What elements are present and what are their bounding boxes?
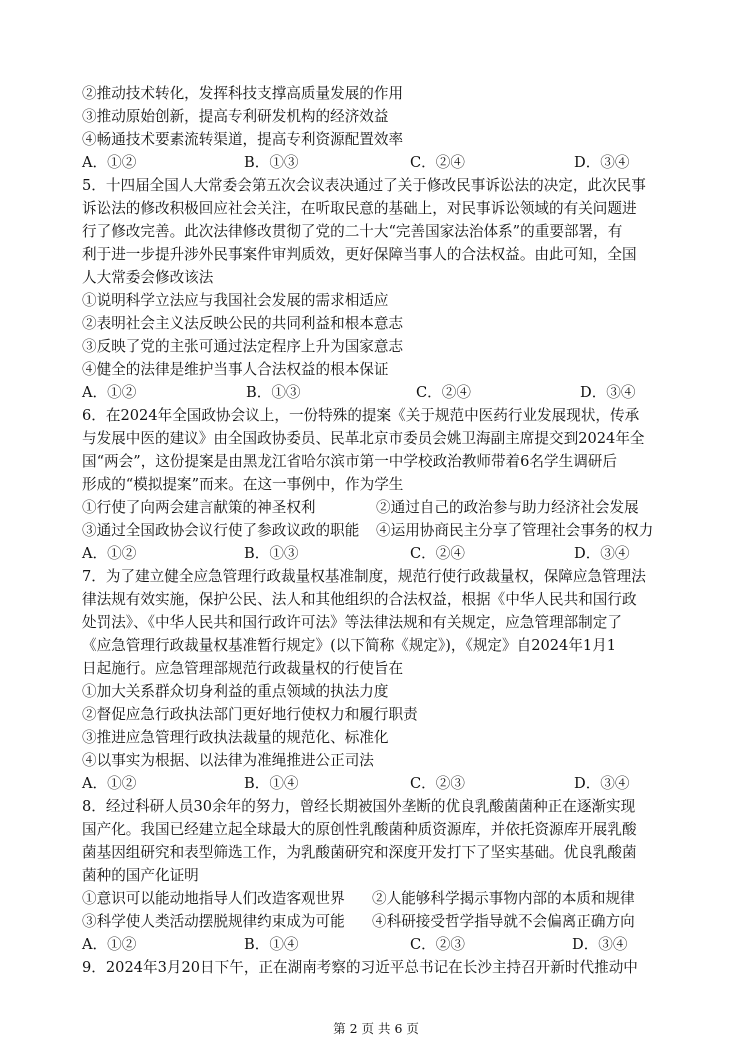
q7-options [82,773,682,795]
q5-stem-line: 利于进一步提升涉外民事案件审判质效，更好保障当事人的合法权益。由此可知，全国 [82,246,637,263]
q8-option-d: D．③④ [572,936,628,953]
q6-option-c: C．②④ [410,545,465,562]
q4-option-d: D．③④ [574,154,630,171]
q6-stem-line: 国“两会”，这份提案是由黑龙江省哈尔滨市第一中学校政治教师带着6名学生调研后 [82,453,617,470]
q7-stem-line: 7．为了建立健全应急管理行政裁量权基准制度，规范行使行政裁量权，保障应急管理法 [82,568,646,585]
q8-option-b: B．①④ [244,936,299,953]
q8-statements-row [82,888,682,910]
q4-option-b: B．①③ [244,154,299,171]
q6-option-a: A．①② [82,545,137,562]
q8-option-a: A．①② [82,936,137,953]
q5-options [82,382,682,404]
q7-statement-2: ②督促应急行政执法部门更好地行使权力和履行职责 [82,706,418,723]
q6-statements-row [82,520,682,542]
q5-statement-3: ③反映了党的主张可通过法定程序上升为国家意志 [82,338,404,355]
q6-statement-3: ③通过全国政协会议行使了参政议政的职能 [82,522,360,539]
q5-option-b: B．①③ [246,384,301,401]
q7-stem-line: 日起施行。应急管理部规范行政裁量权的行使旨在 [82,660,404,677]
q6-statement-1: ①行使了向两会建言献策的神圣权利 [82,499,316,516]
q7-option-a: A．①② [82,775,137,792]
q4-option-c: C．②④ [410,154,465,171]
q4-statement-2: ②推动技术转化，发挥科技支撑高质量发展的作用 [82,85,404,102]
q8-stem-line: 国产化。我国已经建立起全球最大的原创性乳酸菌种质资源库，并依托资源库开展乳酸 [82,821,637,838]
q6-options [82,543,682,565]
q7-stem-line: 《应急管理行政裁量权基准暂行规定》(以下简称《规定》)，《规定》自2024年1月1 [82,637,617,654]
q6-option-b: B．①③ [244,545,299,562]
q6-statement-2: ②通过自己的政治参与助力经济社会发展 [376,499,639,516]
q4-statement-3: ③推动原始创新，提高专利研发机构的经济效益 [82,108,389,125]
q8-statement-4: ④科研接受哲学指导就不会偏离正确方向 [372,913,635,930]
q7-stem-line: 处罚法》、《中华人民共和国行政许可法》等法律法规和有关规定，应急管理部制定了 [82,614,622,631]
q4-option-a: A．①② [82,154,137,171]
q8-stem-line: 菌种的国产化证明 [82,867,199,884]
q7-option-b: B．①④ [244,775,299,792]
page-number: 第 2 页 共 6 页 [333,1021,419,1036]
q5-stem-line: 人大常委会修改该法 [82,269,214,286]
q8-statements-row [82,911,682,933]
q5-stem-line: 5．十四届全国人大常委会第五次会议表决通过了关于修改民事诉讼法的决定，此次民事 [82,177,646,194]
q4-options [82,152,682,174]
q8-stem-line: 8．经过科研人员30余年的努力，曾经长期被国外垄断的优良乳酸菌菌种正在逐渐实现 [82,798,636,815]
q7-statement-4: ④以事实为根据、以法律为准绳推进公正司法 [82,752,374,769]
q6-option-d: D．③④ [574,545,630,562]
q8-statement-2: ②人能够科学揭示事物内部的本质和规律 [372,890,635,907]
q7-statement-1: ①加大关系群众切身利益的重点领域的执法力度 [82,683,389,700]
q8-stem-line: 菌基因组研究和表型筛选工作，为乳酸菌研究和深度开发打下了坚实基础。优良乳酸菌 [82,844,637,861]
q7-option-d: D．③④ [574,775,630,792]
q6-stem-line: 6．在2024年全国政协会议上，一份特殊的提案《关于规范中医药行业发展现状，传承 [82,407,640,424]
q9-stem-line: 9．2024年3月20日下午，正在湖南考察的习近平总书记在长沙主持召开新时代推动中 [82,959,638,976]
q5-statement-1: ①说明科学立法应与我国社会发展的需求相适应 [82,292,389,309]
q5-stem-line: 诉讼法的修改积极回应社会关注，在听取民意的基础上，对民事诉讼领域的有关问题进 [82,200,637,217]
q5-option-d: D．③④ [580,384,636,401]
q6-stem-line: 形成的“模拟提案”而来。在这一事例中，作为学生 [82,476,404,493]
q8-option-c: C．②③ [410,936,465,953]
q6-statement-4: ④运用协商民主分享了管理社会事务的权力 [376,522,654,539]
q8-statement-3: ③科学使人类活动摆脱规律约束成为可能 [82,913,345,930]
q4-statement-4: ④畅通技术要素流转渠道，提高专利资源配置效率 [82,131,404,148]
q8-options [82,934,682,956]
q6-stem-line: 与发展中医的建议》由全国政协委员、民革北京市委员会姚卫海副主席提交到2024年全 [82,430,645,447]
q5-statement-4: ④健全的法律是维护当事人合法权益的根本保证 [82,361,389,378]
q7-option-c: C．②③ [410,775,465,792]
q7-statement-3: ③推进应急管理行政执法裁量的规范化、标准化 [82,729,389,746]
q6-statements-row [82,497,682,519]
q5-stem-line: 行了修改完善。此次法律修改贯彻了党的二十大“完善国家法治体系”的重要部署，有 [82,223,623,240]
q5-option-a: A．①② [82,384,137,401]
q5-statement-2: ②表明社会主义法反映公民的共同利益和根本意志 [82,315,404,332]
q8-statement-1: ①意识可以能动地指导人们改造客观世界 [82,890,345,907]
q7-stem-line: 律法规有效实施，保护公民、法人和其他组织的合法权益，根据《中华人民共和国行政 [82,591,637,608]
q5-option-c: C．②④ [416,384,471,401]
